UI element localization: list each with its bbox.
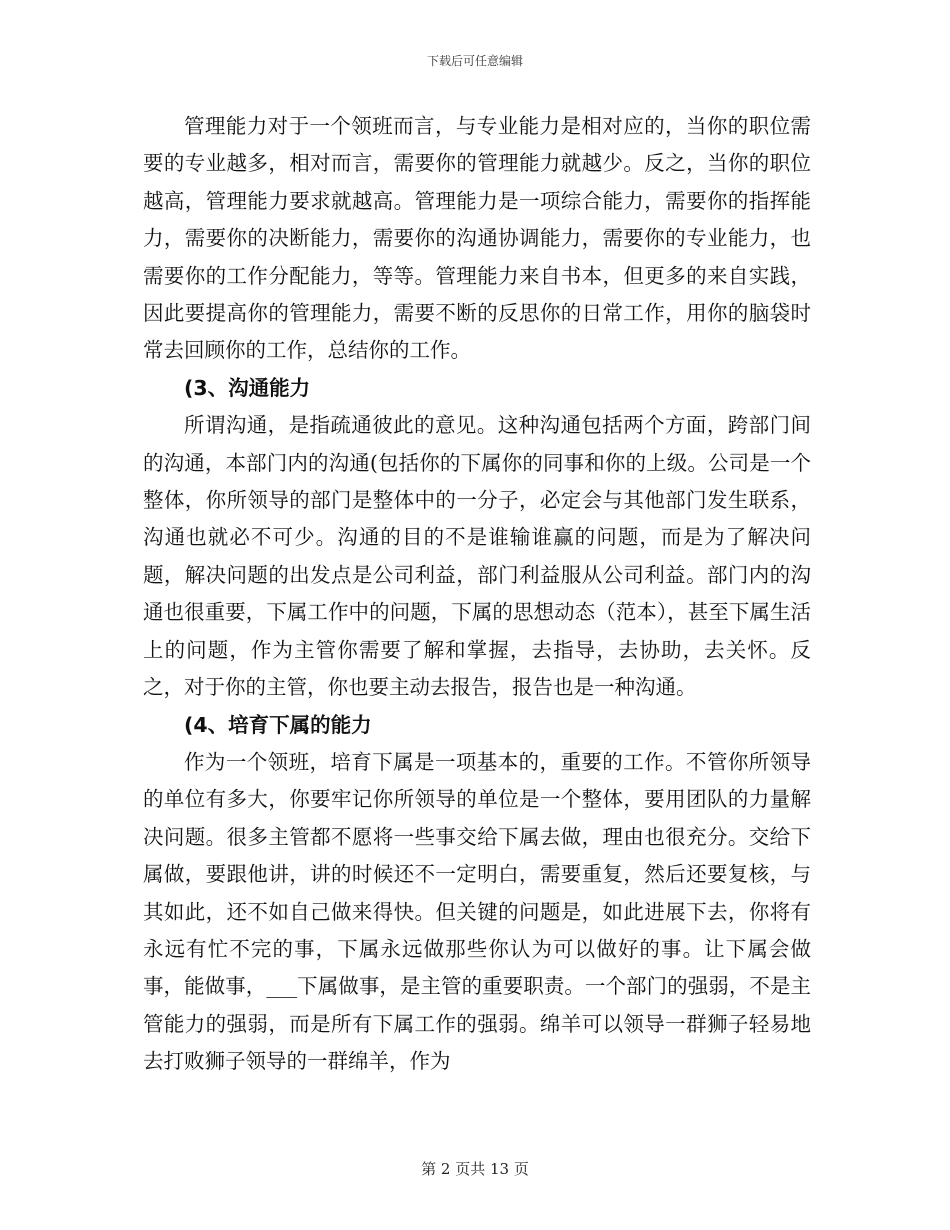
heading-communication-ability: (3、沟通能力 xyxy=(184,375,311,400)
document-body xyxy=(143,108,811,1081)
heading-training-subordinates: (4、培育下属的能力 xyxy=(184,712,372,737)
paragraph-management-ability: 管理能力对于一个领班而言，与专业能力是相对应的，当你的职位需要的专业越多，相对而言，需要你的管理能力就越少。反之，当你的职位越高，管理能力要求就越高。管理能力是一项综合能力，需要你的指挥能力，需要你的决断能力，需要你的沟通协调能力，需要你的专业能力，也需要你的工作分配能力，等等。管理能力来自书本，但更多的来自实践，因此要提高你的管理能力，需要不断的反思你的日常工作，用你的脑袋时常去回顾你的工作，总结你的工作。 xyxy=(143,114,811,363)
paragraph-training: 作为一个领班，培育下属是一项基本的，重要的工作。不管你所领导的单位有多大，你要牢记你所领导的单位是一个整体，要用团队的力量解决问题。很多主管都不愿将一些事交给下属去做，理由也很充分。交给下属做，要跟他讲，讲的时候还不一定明白，需要重复，然后还要复核，与其如此，还不如自己做来得快。但关键的问题是，如此进展下去，你将有永远有忙不完的事，下属永远做那些你认为可以做好的事。让下属会做事，能做事，___下属做事，是主管的重要职责。一个部门的强弱，不是主管能力的强弱，而是所有下属工作的强弱。绵羊可以领导一群狮子轻易地去打败狮子领导的一群绵羊，作为 xyxy=(143,749,811,1074)
paragraph-communication: 所谓沟通，是指疏通彼此的意见。这种沟通包括两个方面，跨部门间的沟通，本部门内的沟通(包括你的下属你的同事和你的上级。公司是一个整体，你所领导的部门是整体中的一分子，必定会与其他部门发生联系，沟通也就必不可少。沟通的目的不是谁输谁赢的问题，而是为了解决问题，解决问题的出发点是公司利益，部门利益服从公司利益。部门内的沟通也很重要，下属工作中的问题，下属的思想动态（范本），甚至下属生活上的问题，作为主管你需要了解和掌握，去指导，去协助，去关怀。反之，对于你的主管，你也要主动去报告，报告也是一种沟通。 xyxy=(143,413,811,700)
page-number: 第 2 页共 13 页 xyxy=(421,1160,529,1178)
page-header: 下载后可任意编辑 xyxy=(426,54,523,68)
